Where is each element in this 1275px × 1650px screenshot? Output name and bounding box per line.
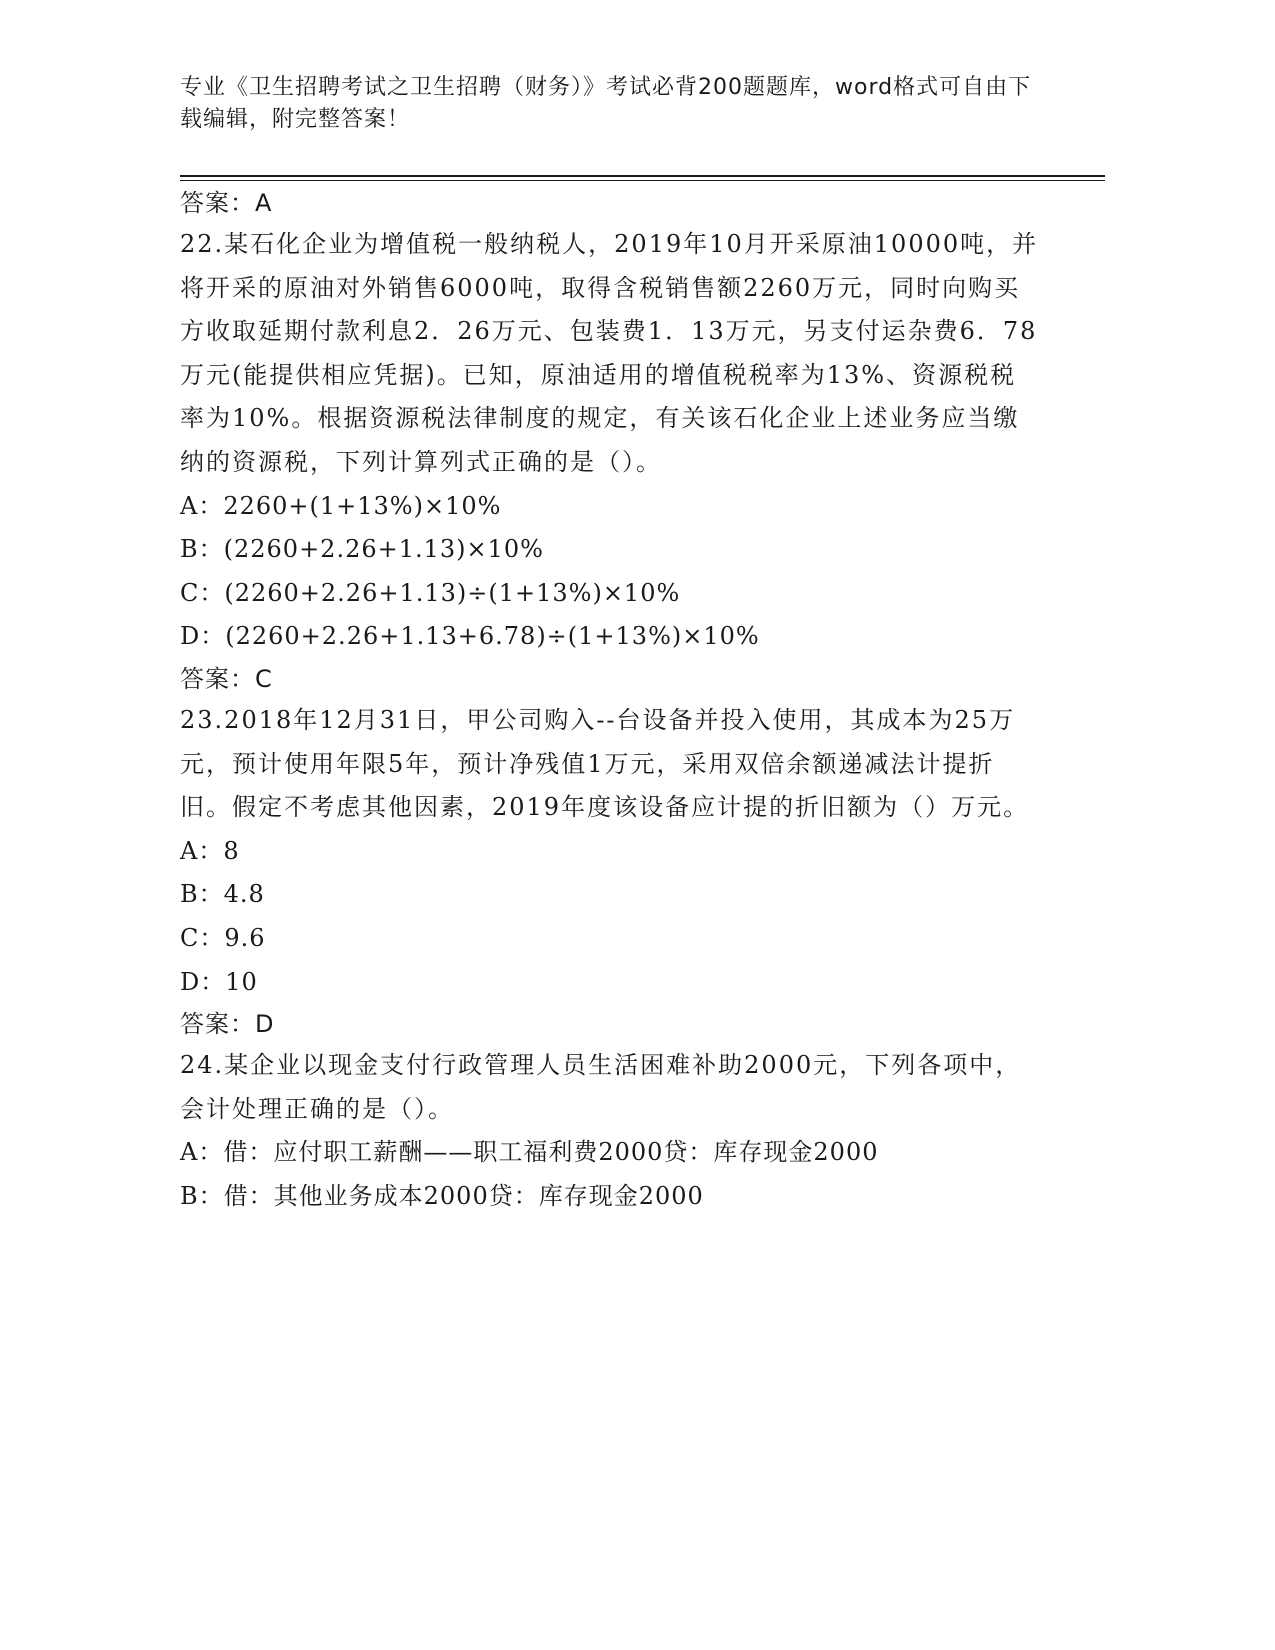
option-c: C：9.6	[180, 923, 266, 952]
question-23	[180, 699, 1040, 1044]
option-b: B：借：其他业务成本2000贷：库存现金2000	[180, 1181, 704, 1210]
document-header: 专业《卫生招聘考试之卫生招聘（财务）》考试必背200题题库，word格式可自由下载编辑，附完整答案！	[180, 75, 1032, 132]
option-c: C：(2260+2.26+1.13)÷(1+13%)×10%	[180, 578, 681, 607]
question-22	[180, 223, 1040, 699]
option-b: B：4.8	[180, 880, 265, 909]
previous-answer: 答案：A	[180, 189, 273, 217]
option-a: A：2260+(1+13%)×10%	[180, 491, 502, 520]
option-b: B：(2260+2.26+1.13)×10%	[180, 535, 544, 564]
question-text: 22.某石化企业为增值税一般纳税人，2019年10月开采原油10000吨，并将开采的原油对外销售6000吨，取得含税销售额2260万元，同时向购买方收取延期付款利息2．26万元、包装费1．13万元，另支付运杂费6．78万元(能提供相应凭据)。已知，原油适用的增值税税率为13%、资源税税率为10%。根据资源税法律制度的规定，有关该石化企业上述业务应当缴纳的资源税，下列计算列式正确的是（）。	[180, 230, 1039, 476]
answer: 答案：C	[180, 664, 273, 693]
option-a: A：借：应付职工薪酬——职工福利费2000贷：库存现金2000	[180, 1138, 879, 1167]
answer: 答案：D	[180, 1010, 275, 1039]
question-text: 23.2018年12月31日，甲公司购入--台设备并投入使用，其成本为25万元，预计使用年限5年，预计净残值1万元，采用双倍余额递减法计提折旧。假定不考虑其他因素，2019年度该设备应计提的折旧额为（）万元。	[180, 705, 1030, 822]
option-d: D：10	[180, 967, 258, 996]
question-24	[180, 1044, 1040, 1218]
header-divider	[180, 175, 1105, 177]
document-body	[180, 183, 1040, 1218]
question-text: 24.某企业以现金支付行政管理人员生活困难补助2000元，下列各项中，会计处理正确的是（）。	[180, 1051, 1022, 1123]
option-d: D：(2260+2.26+1.13+6.78)÷(1+13%)×10%	[180, 622, 760, 651]
header-divider-thin	[180, 180, 1105, 181]
option-a: A：8	[180, 836, 240, 865]
